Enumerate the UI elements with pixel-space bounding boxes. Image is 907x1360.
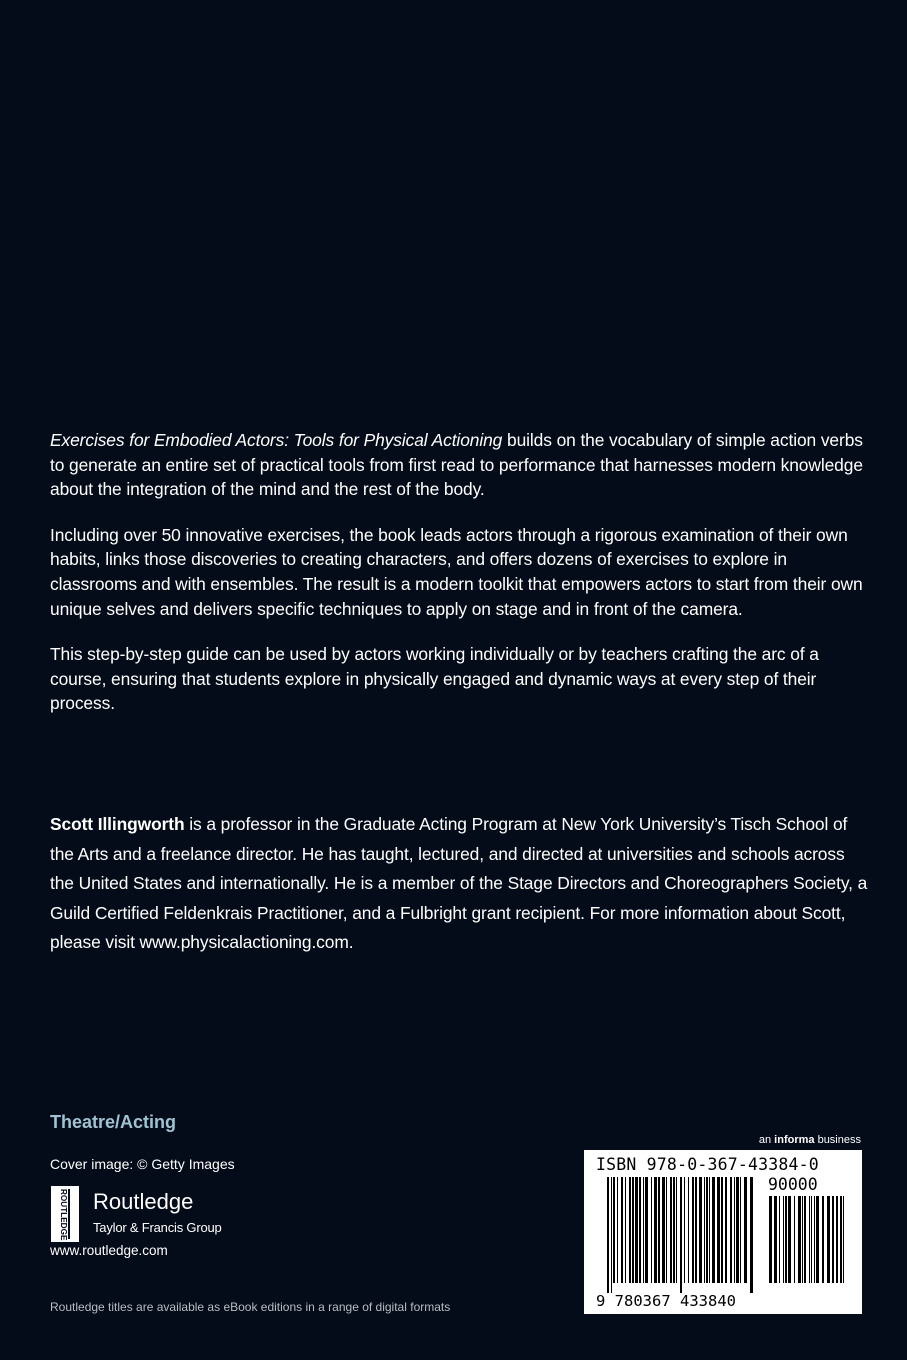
barcode-bar bbox=[788, 1196, 791, 1283]
description-paragraph-1 bbox=[50, 428, 865, 502]
barcode-bar bbox=[670, 1177, 672, 1283]
barcode-bar bbox=[798, 1196, 801, 1283]
barcode-bar bbox=[613, 1177, 615, 1283]
barcode-bar bbox=[611, 1177, 612, 1293]
barcode-bar bbox=[744, 1177, 747, 1283]
barcode-bar bbox=[750, 1177, 753, 1293]
informa-prefix: an bbox=[758, 1134, 775, 1146]
barcode-bar bbox=[785, 1196, 787, 1283]
barcode-bar bbox=[621, 1177, 623, 1283]
barcode-bar bbox=[740, 1177, 741, 1283]
author-bio bbox=[50, 810, 870, 958]
publisher-name: Routledge bbox=[93, 1189, 194, 1214]
informa-brand: informa bbox=[774, 1134, 815, 1146]
barcode-bar bbox=[617, 1177, 618, 1283]
barcode-bar bbox=[779, 1196, 780, 1283]
barcode-bar bbox=[734, 1177, 735, 1283]
barcode-bar bbox=[725, 1177, 727, 1283]
barcode-bar bbox=[804, 1196, 806, 1283]
barcode-bar bbox=[695, 1177, 697, 1283]
barcode-bar bbox=[645, 1177, 648, 1283]
barcode-bar bbox=[651, 1177, 652, 1283]
barcode-bar bbox=[673, 1177, 675, 1283]
informa-suffix: business bbox=[814, 1134, 861, 1146]
barcode-bar bbox=[802, 1196, 803, 1283]
author-name: Scott Illingworth bbox=[50, 814, 185, 834]
barcode-bar bbox=[809, 1196, 810, 1283]
barcode-bar bbox=[840, 1196, 842, 1283]
barcode-bar bbox=[721, 1177, 723, 1283]
barcode-main-bars bbox=[606, 1177, 756, 1293]
publisher-group: Taylor & Francis Group bbox=[93, 1220, 222, 1235]
barcode-bar bbox=[783, 1196, 784, 1283]
barcode-bar bbox=[666, 1177, 667, 1283]
isbn-barcode bbox=[584, 1150, 862, 1314]
isbn-label: ISBN 978-0-367-43384-0 bbox=[596, 1155, 819, 1174]
barcode-bar bbox=[662, 1177, 665, 1283]
barcode-bar bbox=[774, 1196, 777, 1283]
barcode-bar bbox=[736, 1177, 739, 1283]
barcode-bar bbox=[699, 1177, 702, 1283]
barcode-bar bbox=[827, 1196, 830, 1283]
cover-image-credit: Cover image: © Getty Images bbox=[50, 1156, 235, 1172]
barcode-bar bbox=[654, 1177, 657, 1283]
barcode-bar bbox=[769, 1196, 772, 1283]
barcode-bar bbox=[607, 1177, 609, 1293]
informa-business-note bbox=[759, 1134, 861, 1146]
barcode-addon-bars bbox=[768, 1196, 848, 1293]
barcode-bar bbox=[717, 1177, 720, 1283]
barcode-bar bbox=[692, 1177, 694, 1283]
barcode-bar bbox=[635, 1177, 638, 1283]
barcode-bar bbox=[632, 1177, 634, 1283]
author-bio-text: is a professor in the Graduate Acting Program at New York University’s Tisch School of the Arts and a freelance director. He has taught, lectured, and directed at universities and schools across the United States and internationally. He is a member of the Stage Directors and Choreographers Society, a Guild Certified Feldenkrais Practitioner, and a Fulbright grant recipient. For more information about Scott, please visit www.physicalactioning.com. bbox=[50, 814, 868, 953]
description-paragraph-2: Including over 50 innovative exercises, the book leads actors through a rigorous examination of their own habits, links those discoveries to creating characters, and offers dozens of exercises to explore in classrooms and with ensembles. The result is a modern toolkit that empowers actors to start from their own unique selves and delivers specific techniques to apply on stage and in front of the camera. bbox=[50, 524, 863, 619]
barcode-bar bbox=[676, 1177, 677, 1283]
barcode-bar bbox=[843, 1196, 844, 1283]
barcode-bar bbox=[832, 1196, 834, 1283]
barcode-bar bbox=[704, 1177, 705, 1283]
barcode-bar bbox=[794, 1196, 795, 1283]
barcode-bar bbox=[811, 1196, 812, 1283]
ebook-availability-note: Routledge titles are available as eBook editions in a range of digital formats bbox=[50, 1300, 451, 1314]
barcode-bar bbox=[643, 1177, 644, 1283]
barcode-bar bbox=[706, 1177, 708, 1283]
publisher-website: www.routledge.com bbox=[50, 1243, 168, 1258]
barcode-bar bbox=[684, 1177, 685, 1283]
routledge-logo-icon bbox=[51, 1186, 79, 1242]
routledge-logo-text: ROUTLEDGE bbox=[59, 1189, 68, 1241]
barcode-bar bbox=[688, 1177, 689, 1283]
barcode-bar bbox=[709, 1177, 710, 1283]
price-code: 90000 bbox=[768, 1175, 818, 1194]
barcode-bar bbox=[712, 1177, 715, 1283]
subject-category: Theatre/Acting bbox=[50, 1112, 177, 1132]
barcode-bar bbox=[629, 1177, 631, 1283]
book-description bbox=[50, 428, 865, 737]
barcode-bar bbox=[625, 1177, 626, 1283]
barcode-bar bbox=[836, 1196, 838, 1283]
barcode-bar bbox=[822, 1196, 824, 1283]
barcode-bar bbox=[658, 1177, 660, 1283]
barcode-digits: 9 780367 433840 bbox=[596, 1292, 736, 1310]
book-title-italic: Exercises for Embodied Actors: Tools for Physical Actioning bbox=[50, 430, 503, 450]
barcode-bar bbox=[814, 1196, 815, 1283]
barcode-bar bbox=[680, 1177, 682, 1293]
description-paragraph-1-text: builds on the vocabulary of simple action verbs to generate an entire set of practical tools from first read to performance that harnesses modern knowledge about the integration of the mind and the rest of the body. bbox=[50, 430, 863, 500]
barcode-bar bbox=[639, 1177, 641, 1283]
description-paragraph-3: This step-by-step guide can be used by actors working individually or by teachers crafting the arc of a course, ensuring that students explore in physically engaged and dynamic ways at every step of their process. bbox=[50, 644, 819, 714]
barcode-bar bbox=[730, 1177, 732, 1283]
barcode-bar bbox=[816, 1196, 819, 1283]
